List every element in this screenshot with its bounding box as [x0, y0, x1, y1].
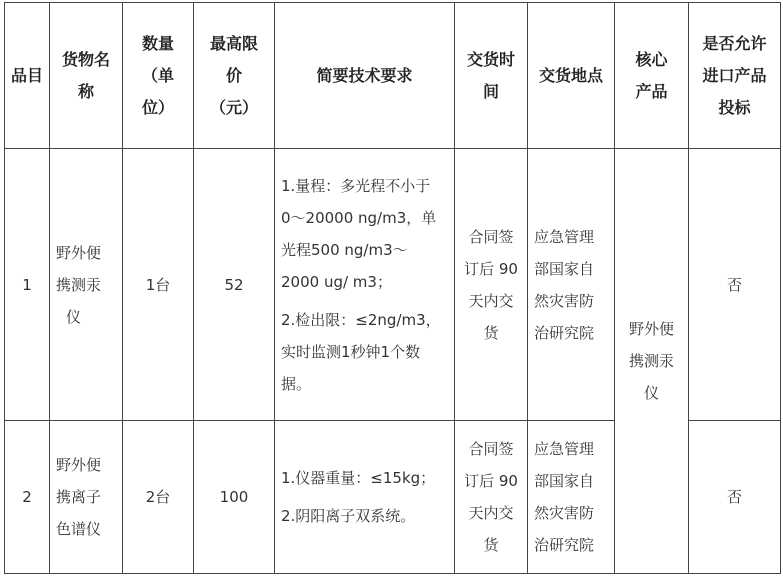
delivery-place-cell: 应急管理 部国家自 然灾害防 治研究院	[528, 149, 615, 421]
max-price-cell: 100	[194, 421, 275, 574]
header-delivery-time: 交货时 间	[455, 3, 528, 149]
quantity-cell: 1台	[123, 149, 194, 421]
tech-paragraph: 1.仪器重量：≤15kg；	[281, 469, 436, 487]
item-no-cell: 2	[5, 421, 50, 574]
header-row	[5, 3, 781, 149]
table-row	[5, 149, 781, 421]
imported-cell: 否	[689, 149, 781, 421]
max-price-cell: 52	[194, 149, 275, 421]
procurement-table	[4, 2, 781, 574]
header-max-price: 最高限 价 （元）	[194, 3, 275, 149]
tech-requirements-cell	[275, 421, 455, 574]
header-imported-allowed: 是否允许 进口产品 投标	[689, 3, 781, 149]
tech-paragraph: 2.检出限：≤2ng/m3， 实时监测1秒钟1个数 据。	[281, 310, 441, 393]
tech-paragraph: 2.阴阳离子双系统。	[281, 507, 416, 525]
header-delivery-place: 交货地点	[528, 3, 615, 149]
header-goods-name: 货物名 称	[50, 3, 123, 149]
header-quantity: 数量 （单 位）	[123, 3, 194, 149]
header-item-no: 品目	[5, 3, 50, 149]
header-tech-requirements: 简要技术要求	[275, 3, 455, 149]
imported-cell: 否	[689, 421, 781, 574]
quantity-cell: 2台	[123, 421, 194, 574]
delivery-time-cell: 合同签 订后 90 天内交 货	[455, 149, 528, 421]
core-product-cell: 野外便 携测汞 仪	[615, 149, 689, 574]
delivery-time-cell: 合同签 订后 90 天内交 货	[455, 421, 528, 574]
goods-name-cell: 野外便 携离子 色谱仪	[50, 421, 123, 574]
tech-paragraph: 1.量程：多光程不小于 0～20000 ng/m3，单 光程500 ng/m3～ 2000 ug/ m3；	[281, 176, 437, 291]
goods-name-cell: 野外便 携测汞 仪	[50, 149, 123, 421]
delivery-place-cell: 应急管理 部国家自 然灾害防 治研究院	[528, 421, 615, 574]
item-no-cell: 1	[5, 149, 50, 421]
header-core-product: 核心 产品	[615, 3, 689, 149]
tech-requirements-cell	[275, 149, 455, 421]
